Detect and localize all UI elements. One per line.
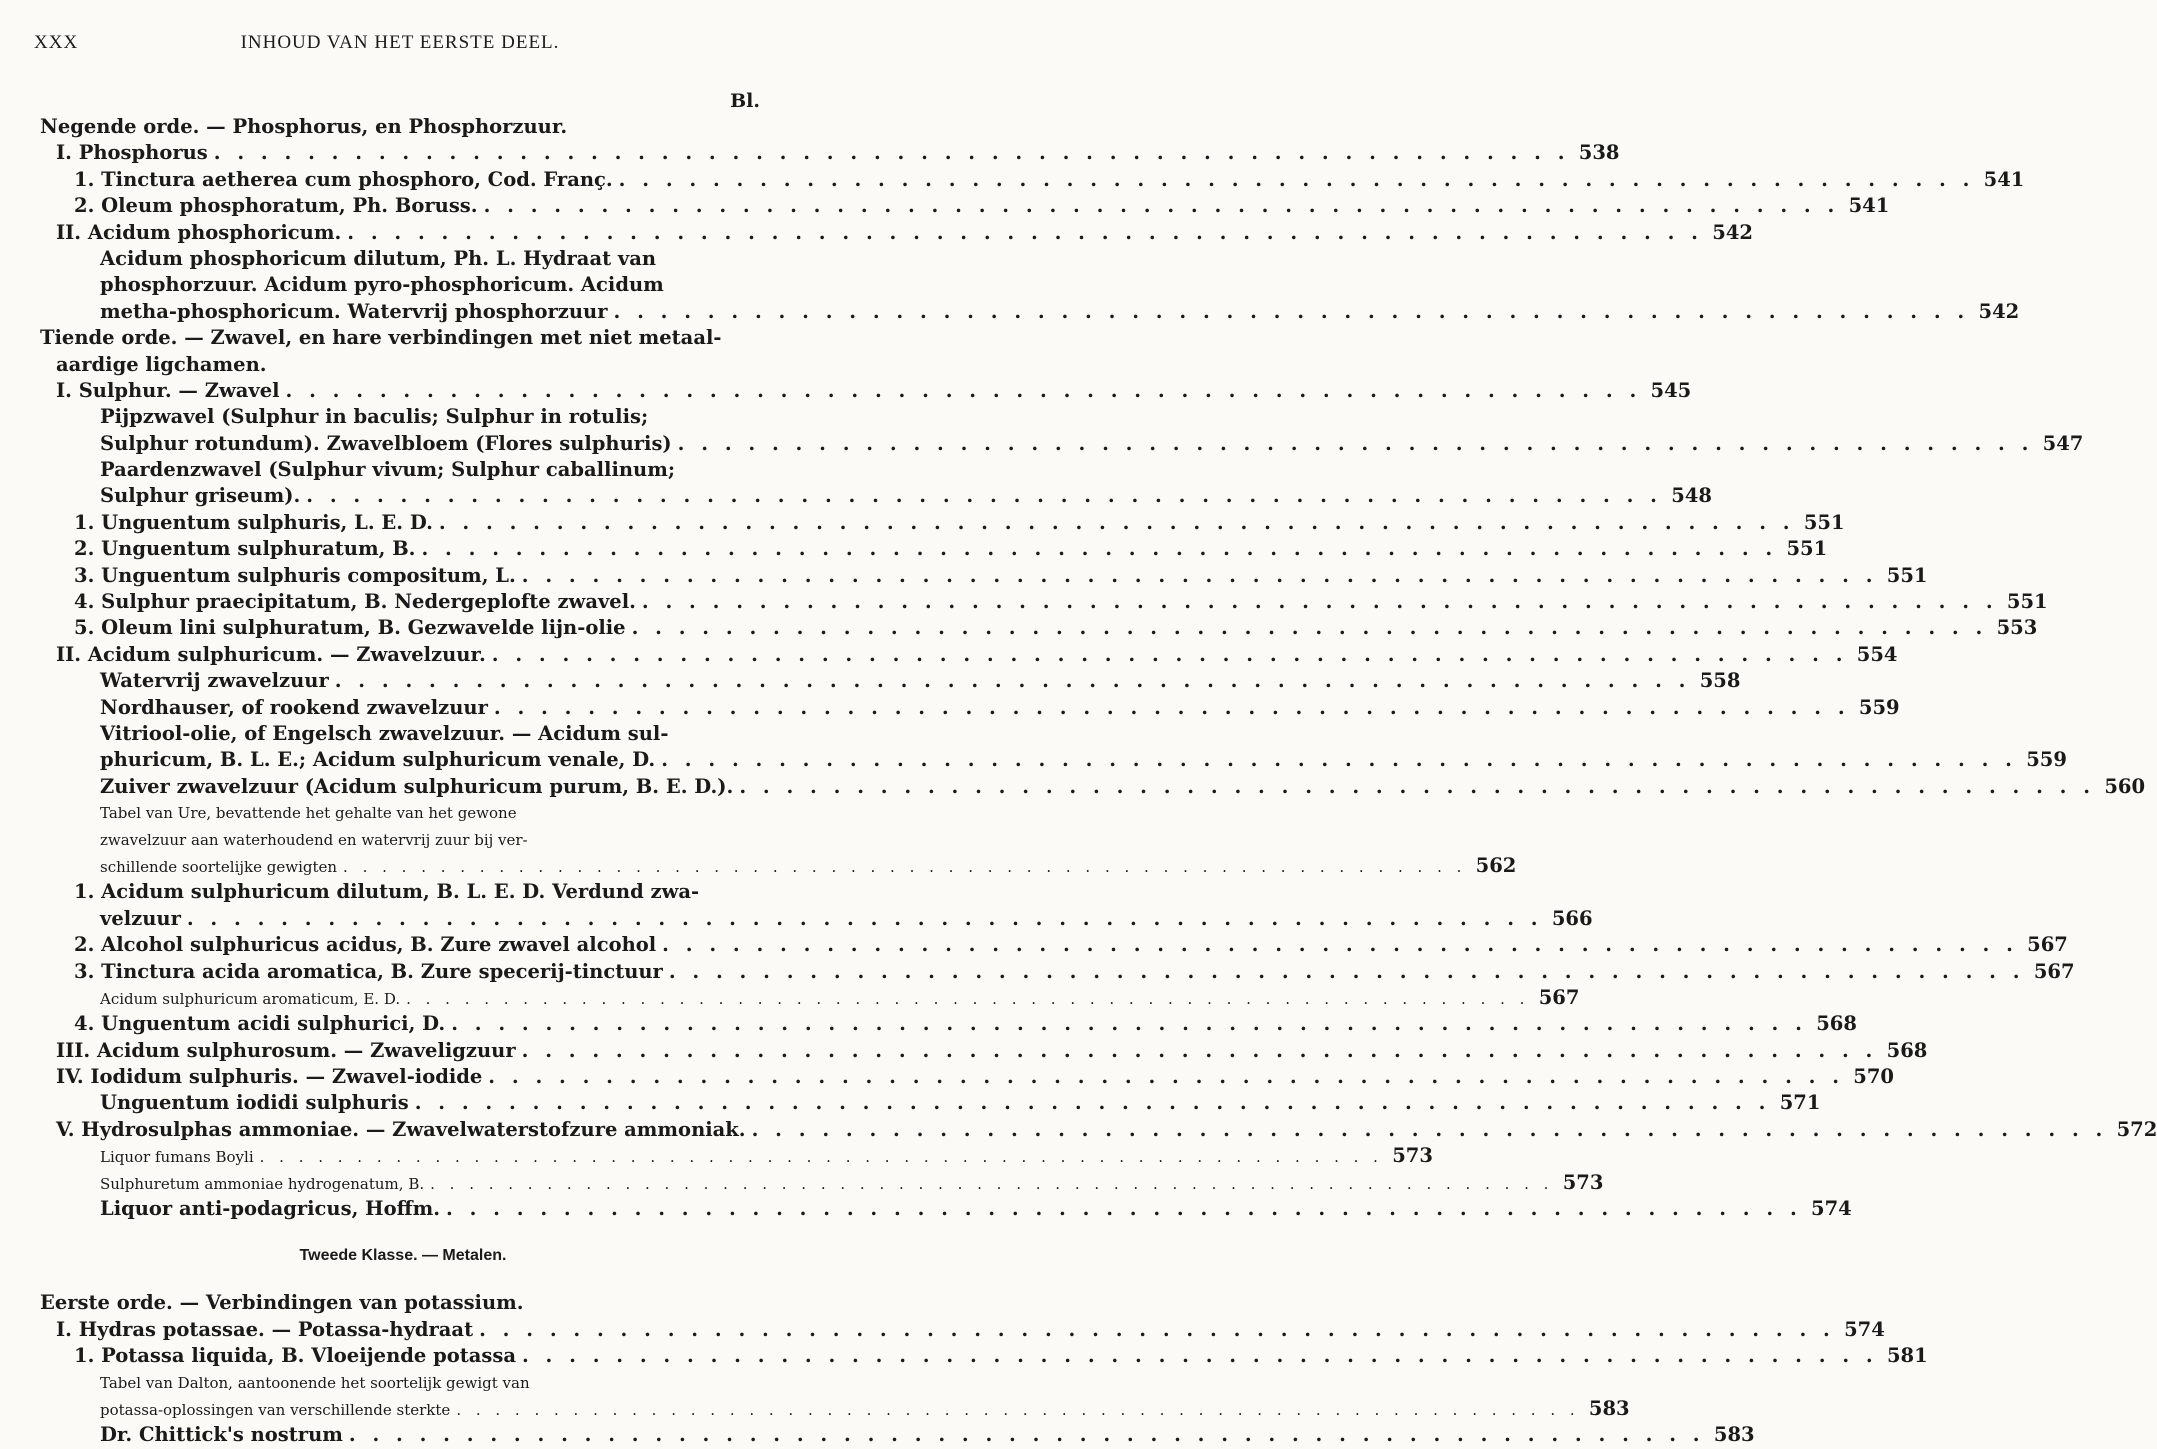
toc-page-number: 542: [1978, 299, 2020, 323]
dot-leader: [522, 1343, 1878, 1369]
toc-entry-text: potassa-oplossingen van verschillende sterkte: [100, 1400, 451, 1419]
toc-entry-text: 1. Unguentum sulphuris, L. E. D.: [74, 510, 433, 534]
header-title: INHOUD VAN HET EERSTE DEEL.: [240, 32, 560, 53]
toc-entry-text: phosphorzuur. Acidum pyro-phosphoricum. Acidum: [100, 273, 664, 297]
dot-leader: [642, 589, 1998, 615]
toc-entry: [40, 1196, 1852, 1222]
toc-entry-text: 4. Sulphur praecipitatum, B. Nedergeplofte zwavel.: [74, 590, 636, 614]
toc-entry: [40, 642, 1898, 668]
toc-entry-text: 3. Tinctura acida aromatica, B. Zure specerij-tinctuur: [74, 959, 663, 983]
dot-leader: [522, 1038, 1878, 1064]
toc-entry-text: Nordhauser, of rookend zwavelzuur: [100, 695, 488, 719]
toc-page-number: 538: [1578, 141, 1620, 165]
toc-entry-text: IV. Iodidum sulphuris. — Zwavel-iodide: [56, 1065, 483, 1089]
toc-page-number: 583: [1713, 1423, 1755, 1447]
toc-entry: [40, 774, 2146, 800]
dot-leader: [406, 986, 1529, 1012]
toc-page-number: 551: [1786, 537, 1828, 561]
toc-entry: [40, 906, 1593, 932]
toc-entry-text: Unguentum iodidi sulphuris: [100, 1091, 409, 1115]
toc-entry-text: 2. Alcohol sulphuricus acidus, B. Zure zwavel alcohol: [74, 933, 657, 957]
toc-entry-text: 5. Oleum lini sulphuratum, B. Gezwavelde lijn-olie: [74, 616, 626, 640]
toc-entry-text: metha-phosphoricum. Watervrij phosphorzuur: [100, 299, 608, 323]
dot-leader: [306, 483, 1662, 509]
toc-entry: [40, 932, 2068, 958]
toc-entry-text: II. Acidum phosphoricum.: [56, 220, 342, 244]
toc-page-number: 559: [2026, 748, 2067, 772]
toc-entry-text: Tabel van Dalton, aantoonende het soortelijk gewigt van: [100, 1373, 530, 1392]
toc-entry-text: Acidum sulphuricum aromaticum, E. D.: [100, 989, 401, 1008]
toc-entry: [40, 167, 2025, 193]
column-label-bl: Bl.: [730, 90, 760, 112]
toc-entry-text: Pijpzwavel (Sulphur in baculis; Sulphur in rotulis;: [100, 405, 649, 429]
toc-entry: [40, 299, 2020, 325]
toc-entry: [40, 483, 1712, 509]
toc-page-number: 559: [1858, 695, 1900, 719]
toc-entry: [40, 1290, 766, 1316]
toc-entry: [40, 536, 1828, 562]
toc-page-number: 571: [1779, 1091, 1821, 1115]
dot-leader: [349, 1422, 1705, 1448]
toc-entry: [40, 1064, 1895, 1090]
toc-entry-text: Negende orde. — Phosphorus, en Phosphorzuur.: [40, 115, 568, 138]
toc-section-1: [40, 114, 2157, 1222]
dot-leader: [494, 695, 1850, 721]
dot-leader: [739, 774, 2095, 800]
toc-entry: [40, 1396, 1630, 1422]
dot-leader: [479, 1317, 1835, 1343]
toc-section-2: [40, 1290, 1928, 1448]
toc-entry: [40, 1370, 766, 1396]
toc-page-number: 581: [1886, 1344, 1928, 1368]
toc-entry: [40, 378, 1692, 404]
toc-page-number: 562: [1475, 853, 1517, 877]
toc-entry-text: schillende soortelijke gewigten: [100, 857, 338, 876]
toc-entry: [40, 404, 766, 430]
toc-page-number: 567: [1538, 985, 1580, 1009]
toc-entry-text: Watervrij zwavelzuur: [100, 669, 329, 693]
dot-leader: [488, 1064, 1844, 1090]
dot-leader: [214, 140, 1570, 166]
toc-entry: [40, 721, 766, 747]
dot-leader: [347, 220, 1703, 246]
toc-page-number: 572: [2116, 1117, 2157, 1141]
toc-entry-text: Liquor anti-podagricus, Hoffm.: [100, 1197, 441, 1221]
dot-leader: [286, 378, 1642, 404]
dot-leader: [492, 642, 1848, 668]
toc-page-number: 568: [1886, 1038, 1928, 1062]
dot-leader: [632, 615, 1988, 641]
toc-entry: [40, 695, 1900, 721]
toc-entry: [40, 431, 2084, 457]
dot-leader: [187, 906, 1543, 932]
toc-entry-text: Zuiver zwavelzuur (Acidum sulphuricum purum, B. E. D.).: [100, 774, 734, 798]
toc-entry-text: aardige ligchamen.: [56, 352, 267, 376]
toc-entry-text: 1. Tinctura aetherea cum phosphoro, Cod. Franç.: [74, 167, 613, 191]
toc-page-number: 551: [1886, 563, 1928, 587]
dot-leader: [451, 1011, 1807, 1037]
toc-entry: [40, 1317, 1885, 1343]
toc-entry: [40, 325, 766, 351]
toc-entry-text: Sulphur rotundum). Zwavelbloem (Flores sulphuris): [100, 431, 672, 455]
toc-entry: [40, 1090, 1821, 1116]
dot-leader: [446, 1196, 1802, 1222]
toc-entry: [40, 668, 1741, 694]
toc-entry: [40, 1422, 1755, 1448]
toc-entry: [40, 985, 1580, 1011]
toc-page-number: 574: [1811, 1197, 1852, 1221]
dot-leader: [619, 167, 1975, 193]
section-heading: Tweede Klasse. — Metalen.: [299, 1247, 507, 1265]
toc-entry-text: Liquor fumans Boyli: [100, 1148, 254, 1167]
toc-page-number: 568: [1816, 1012, 1857, 1036]
toc-entry: [40, 510, 1845, 536]
dot-leader: [522, 563, 1878, 589]
page-number-roman: XXX: [34, 32, 79, 53]
toc-page-number: 553: [1996, 616, 2038, 640]
toc-entry: [40, 853, 1517, 879]
toc-entry: [40, 563, 1928, 589]
toc-entry: [40, 615, 2038, 641]
toc-entry: [40, 114, 766, 140]
dot-leader: [661, 747, 2017, 773]
dot-leader: [335, 668, 1691, 694]
toc-entry-text: Eerste orde. — Verbindingen van potassium.: [40, 1291, 524, 1315]
toc-entry: [40, 140, 1620, 166]
toc-entry: [40, 800, 766, 826]
toc-entry: [40, 220, 1753, 246]
toc-entry-text: II. Acidum sulphuricum. — Zwavelzuur.: [56, 642, 486, 666]
toc-entry-text: V. Hydrosulphas ammoniae. — Zwavelwaterstofzure ammoniak.: [56, 1117, 746, 1141]
toc-entry-text: Vitriool-olie, of Engelsch zwavelzuur. — Acidum sul-: [100, 721, 669, 745]
toc-page-number: 560: [2104, 774, 2146, 798]
toc-page-number: 570: [1853, 1065, 1895, 1089]
dot-leader: [669, 959, 2025, 985]
toc-entry-text: Acidum phosphoricum dilutum, Ph. L. Hydraat van: [100, 246, 657, 270]
toc-entry-text: velzuur: [100, 906, 181, 930]
toc-entry: [40, 959, 2075, 985]
toc-page-number: 541: [1848, 194, 1890, 218]
toc-page-number: 567: [2033, 959, 2075, 983]
toc-entry: [40, 457, 766, 483]
toc-entry-text: zwavelzuur aan waterhoudend en watervrij zuur bij ver-: [100, 830, 528, 849]
dot-leader: [614, 299, 1970, 325]
toc-entry: [40, 1170, 1604, 1196]
toc-page-number: 554: [1856, 642, 1898, 666]
toc-entry: [40, 1011, 1857, 1037]
dot-leader: [752, 1117, 2108, 1143]
toc-page-number: 548: [1671, 484, 1712, 508]
toc-entry: [40, 352, 766, 378]
toc-entry-text: Tiende orde. — Zwavel, en hare verbindingen met niet metaal-: [40, 326, 722, 350]
toc-page-number: 551: [1803, 510, 1845, 534]
toc-page-number: 566: [1551, 906, 1593, 930]
toc-entry: [40, 1117, 2157, 1143]
toc-entry-text: phuricum, B. L. E.; Acidum sulphuricum venale, D.: [100, 748, 656, 772]
dot-leader: [421, 536, 1777, 562]
dot-leader: [678, 431, 2034, 457]
dot-leader: [456, 1397, 1579, 1423]
toc-entry-text: Dr. Chittick's nostrum: [100, 1423, 343, 1447]
toc-page-number: 542: [1712, 220, 1753, 244]
toc-entry: [40, 827, 766, 853]
toc-entry-text: I. Sulphur. — Zwavel: [56, 378, 280, 402]
toc-entry-text: I. Phosphorus: [56, 141, 208, 165]
toc-entry-text: 1. Potassa liquida, B. Vloeijende potassa: [74, 1344, 516, 1368]
toc-entry: [40, 1343, 1928, 1369]
toc-page-number: 574: [1844, 1317, 1885, 1341]
toc-entry-text: 1. Acidum sulphuricum dilutum, B. L. E. D. Verdund zwa-: [74, 880, 700, 904]
toc-entry: [40, 1038, 1928, 1064]
toc-entry-text: 3. Unguentum sulphuris compositum, L.: [74, 563, 516, 587]
toc-page-number: 541: [1983, 167, 2025, 191]
toc-entry-text: Sulphuretum ammoniae hydrogenatum, B.: [100, 1174, 425, 1193]
toc-entry: [40, 1143, 1433, 1169]
toc-entry: [40, 747, 2067, 773]
toc-entry-text: 2. Unguentum sulphuratum, B.: [74, 537, 416, 561]
toc-entry: [40, 879, 766, 905]
toc-page-number: 551: [2006, 590, 2048, 614]
toc-entry-text: I. Hydras potassae. — Potassa-hydraat: [56, 1317, 474, 1341]
toc-page-number: 567: [2027, 933, 2068, 957]
toc-entry: [40, 246, 766, 272]
toc-page-number: 573: [1562, 1170, 1604, 1194]
dot-leader: [430, 1171, 1553, 1197]
toc-entry-text: Sulphur griseum).: [100, 484, 301, 508]
dot-leader: [415, 1090, 1771, 1116]
toc-page-number: 558: [1699, 669, 1741, 693]
running-header: [34, 32, 766, 56]
toc-entry-text: III. Acidum sulphurosum. — Zwaveligzuur: [56, 1038, 516, 1062]
toc-page-number: 547: [2042, 431, 2084, 455]
dot-leader: [484, 193, 1840, 219]
toc-entry: [40, 589, 2048, 615]
toc-entry-text: Paardenzwavel (Sulphur vivum; Sulphur caballinum;: [100, 458, 676, 482]
toc-entry-text: Tabel van Ure, bevattende het gehalte van het gewone: [100, 804, 517, 823]
toc-entry: [40, 193, 1890, 219]
toc-entry-text: 2. Oleum phosphoratum, Ph. Boruss.: [74, 194, 478, 218]
dot-leader: [662, 932, 2018, 958]
toc-page-number: 545: [1650, 378, 1692, 402]
toc-page-number: 573: [1392, 1144, 1433, 1168]
toc-entry: [40, 272, 766, 298]
table-of-contents: [40, 114, 2157, 1449]
dot-leader: [260, 1144, 1383, 1170]
dot-leader: [343, 854, 1466, 880]
toc-entry-text: 4. Unguentum acidi sulphurici, D.: [74, 1012, 446, 1036]
dot-leader: [439, 510, 1795, 536]
toc-page-number: 583: [1588, 1396, 1630, 1420]
